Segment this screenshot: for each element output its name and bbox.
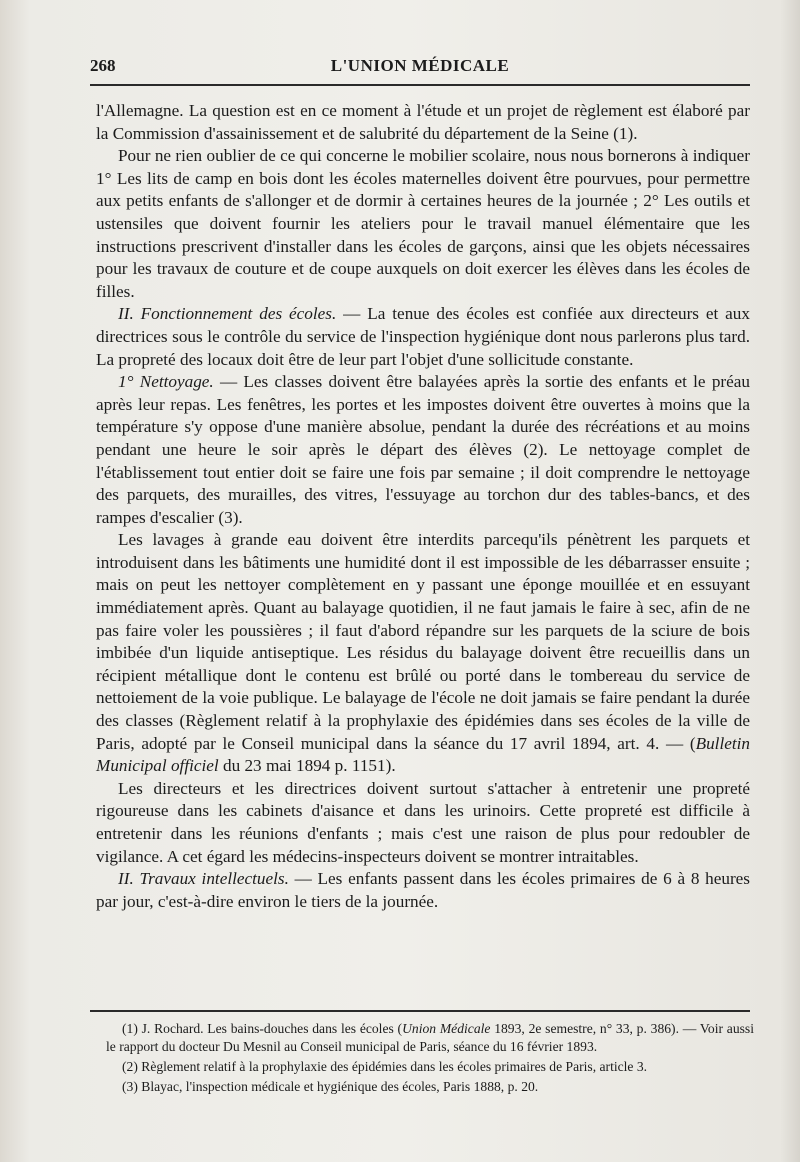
footnote — [106, 1020, 754, 1056]
page-number: 268 — [90, 56, 116, 75]
section-heading: 1° Nettoyage. — [118, 372, 214, 392]
page-header — [90, 52, 750, 82]
section-heading: II. Fonctionnement des écoles. — [118, 304, 337, 324]
paragraph-text: Les lavages à grande eau doivent être interdits parcequ'ils pénètrent les parquets et introduisent dans les bâtiments une humidité dont il est impossible de les débarrasser ensuite ; mais on peut les nettoyer complètement en y passant une éponge mouillée et en essuyant immédiatement après. Quant au balayage quotidien, il ne faut jamais le faire à sec, afin de ne pas faire voler les poussières ; il faut d'abord répandre sur les parquets de la sciure de bois imbibée d'un liquide antiseptique. Les résidus du balayage doivent être recueillis dans un récipient métallique dont le contenu est brûlé ou porté dans le tombereau du service de nettoiement de la voie publique. Le balayage de l'école ne doit jamais se faire pendant la durée des classes (Règlement relatif à la prophylaxie des épidémies dans ses écoles de la ville de Paris, adopté par le Conseil municipal dans la séance du 17 avril 1894, art. 4. — ( — [96, 530, 750, 753]
paragraph — [96, 868, 750, 913]
citation-title: Bulletin Municipal officiel — [96, 733, 750, 776]
footnotes — [106, 1020, 754, 1098]
footnote-rule — [90, 1010, 750, 1012]
header-rule — [90, 84, 750, 86]
citation-title: Union Médicale — [402, 1021, 491, 1036]
footnote-text: (1) J. Rochard. Les bains-douches dans les écoles ( — [122, 1021, 403, 1036]
paragraph — [96, 303, 750, 371]
footnote: (3) Blayac, l'inspection médicale et hygiénique des écoles, Paris 1888, p. 20. — [122, 1079, 539, 1094]
paragraph — [96, 529, 750, 778]
footnote-text: 1893, 2e semestre, n° 33, p. 386). — Voir aussi le rapport du docteur Du Mesnil au Conseil municipal de Paris, séance du 16 février 1893. — [106, 1021, 754, 1054]
paragraph: Les directeurs et les directrices doivent surtout s'attacher à entretenir une propreté rigoureuse dans les cabinets d'aisance et dans les urinoirs. Cette propreté est difficile à entretenir dans les réunions d'enfants ; mais c'est une raison de plus pour redoubler de vigilance. A cet égard les médecins-inspecteurs doivent se montrer intraitables. — [96, 778, 750, 866]
paragraph: Pour ne rien oublier de ce qui concerne le mobilier scolaire, nous nous bornerons à indiquer 1° Les lits de camp en bois dont les écoles maternelles doivent être pourvues, pour permettre aux petits enfants de s'allonger et de dormir à certaines heures de la journée ; 2° Les outils et ustensiles que doivent fournir les ateliers pour le travail manuel élémentaire que les instructions prescrivent d'installer dans les écoles de garçons, ainsi que les objets nécessaires pour les travaux de couture et de coupe auxquels on doit exercer les élèves dans les écoles de filles. — [96, 146, 750, 301]
paragraph: l'Allemagne. La question est en ce moment à l'étude et un projet de règlement est élaboré par la Commission d'assainissement et de salubrité du département de la Seine (1). — [96, 101, 750, 143]
paragraph-text: du 23 mai 1894 p. 1151). — [218, 756, 396, 776]
section-heading: II. Travaux intellectuels. — [118, 869, 289, 889]
paragraph — [96, 371, 750, 529]
body-text — [96, 100, 750, 913]
footnote: (2) Règlement relatif à la prophylaxie des épidémies dans les écoles primaires de Paris, article 3. — [122, 1059, 648, 1074]
paragraph-text: — Les enfants passent dans les écoles primaires de 6 à 8 heures par jour, c'est-à-dire environ le tiers de la journée. — [96, 869, 751, 911]
paragraph-text: — Les classes doivent être balayées après la sortie des enfants et le préau après leur repas. Les fenêtres, les portes et les impostes doivent être ouvertes à moins que la température s'y oppose d'une manière absolue, pendant la durée des récréations et au moins pendant une heure le soir après le départ des élèves (2). Le nettoyage complet de l'établissement tout entier doit se faire une fois par semaine ; il doit comprendre le nettoyage des parquets, des murailles, des vitres, l'essuyage au torchon dur des tables-bancs, et des rampes d'escalier (3). — [96, 372, 750, 527]
paragraph-text: — La tenue des écoles est confiée aux directeurs et aux directrices sous le contrôle du service de l'inspection hygiénique dont nous parlerons plus tard. La propreté des locaux doit être de leur part l'objet d'une sollicitude constante. — [96, 304, 750, 369]
running-title: L'UNION MÉDICALE — [330, 56, 510, 75]
